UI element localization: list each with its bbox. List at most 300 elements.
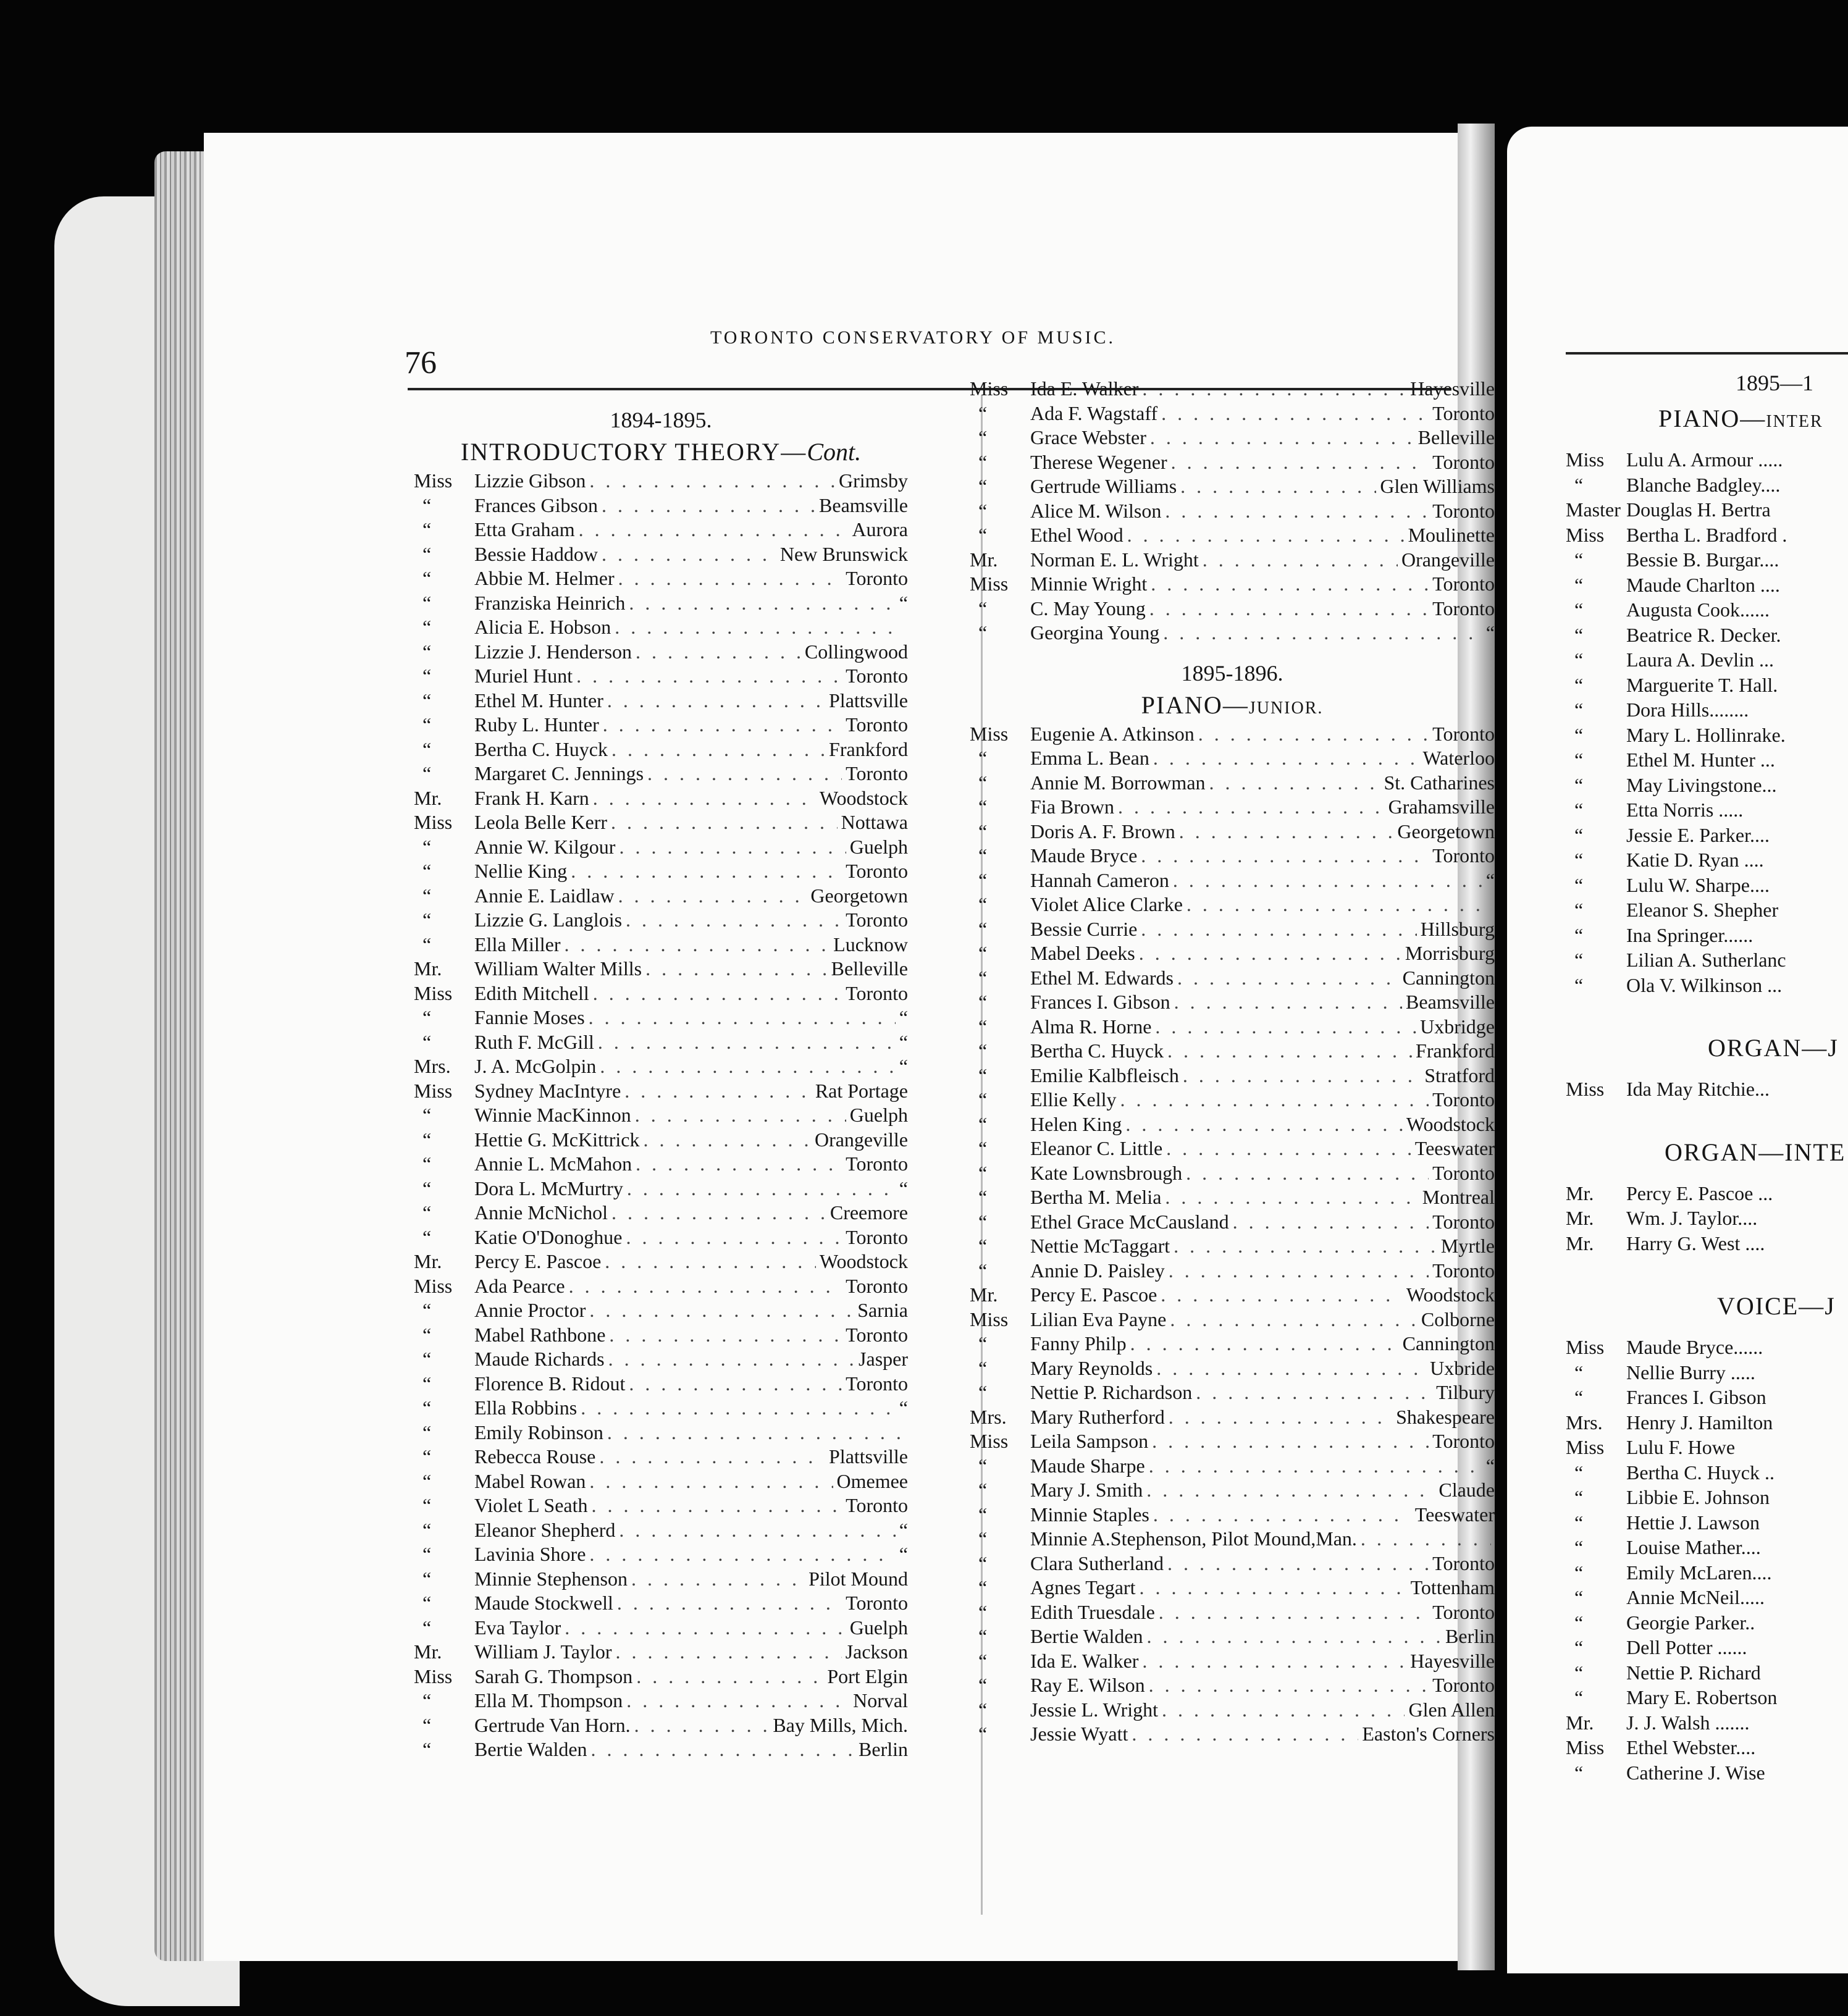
entry-name: Mary Rutherford: [1030, 1405, 1165, 1428]
entry-title: “: [1574, 1636, 1584, 1658]
entry-title: Miss: [414, 811, 453, 833]
entry-place: Port Elgin: [827, 1665, 908, 1687]
leader-dots: [631, 1567, 805, 1592]
leader-dots: [615, 615, 904, 640]
entry-list: [1566, 1182, 1848, 1257]
entry-title: “: [1574, 673, 1584, 696]
entry-title: “: [422, 1153, 432, 1175]
leader-dots: [608, 1347, 855, 1372]
entry-place: Orangeville: [814, 1128, 908, 1151]
list-item: [414, 494, 908, 518]
entry-place: Claude: [1438, 1479, 1495, 1501]
entry-place: Toronto: [1432, 1161, 1495, 1184]
entry-name: Louise Mather....: [1626, 1536, 1761, 1558]
list-item: [1566, 1535, 1848, 1561]
list-item: [970, 474, 1495, 499]
list-item: [970, 966, 1495, 991]
entry-title: Miss: [970, 1430, 1009, 1452]
entry-title: “: [978, 1137, 988, 1159]
list-item: [970, 820, 1495, 844]
entry-title: “: [978, 966, 988, 989]
list-item: [414, 933, 908, 957]
entry-title: “: [1574, 873, 1584, 896]
entry-name: Lizzie J. Henderson: [474, 640, 632, 663]
list-item: [1566, 1385, 1848, 1411]
entry-title: “: [422, 1177, 432, 1199]
leader-dots: [1155, 1015, 1416, 1040]
list-item: [970, 844, 1495, 868]
entry-name: Ethel M. Edwards: [1030, 966, 1174, 989]
entry-name: Ola V. Wilkinson ...: [1626, 973, 1783, 996]
entry-title: Miss: [970, 573, 1009, 595]
entry-name: Eleanor Shepherd: [474, 1518, 616, 1541]
list-item: [970, 597, 1495, 621]
entry-name: Annie McNichol: [474, 1201, 608, 1224]
entry-name: Sydney MacIntyre: [474, 1079, 621, 1102]
leader-dots: [636, 640, 801, 665]
entry-title: “: [422, 933, 432, 956]
list-item: [414, 518, 908, 542]
entry-place: Toronto: [1432, 1552, 1495, 1574]
list-item: [970, 1088, 1495, 1112]
list-item: [1566, 948, 1848, 973]
entry-name: Maude Richards: [474, 1348, 605, 1370]
list-item: [414, 1152, 908, 1177]
list-item: [970, 722, 1495, 747]
entry-title: “: [422, 1372, 432, 1395]
entry-name: Ada Pearce: [474, 1274, 565, 1297]
list-item: [1566, 923, 1848, 949]
leader-dots: [565, 1616, 846, 1640]
entry-title: “: [978, 991, 988, 1013]
entry-name: Doris A. F. Brown: [1030, 820, 1175, 842]
list-item: [970, 1454, 1495, 1479]
list-item: [1566, 1636, 1848, 1661]
entry-name: Katie D. Ryan ....: [1626, 849, 1764, 871]
entry-title: “: [1574, 598, 1584, 621]
entry-title: Miss: [1566, 523, 1605, 546]
entry-place: Jackson: [845, 1640, 908, 1663]
entry-place: Creemore: [830, 1201, 908, 1224]
entry-name: Ida E. Walker: [1030, 377, 1139, 400]
section-heading: VOICE—J: [1717, 1292, 1836, 1320]
leader-dots: [609, 1323, 842, 1348]
leader-dots: [1174, 990, 1402, 1015]
entry-name: Libbie E. Johnson: [1626, 1486, 1770, 1508]
section-heading: ORGAN—INTE: [1665, 1138, 1846, 1166]
entry-name: Lizzie G. Langlois: [474, 909, 623, 931]
list-item: [970, 771, 1495, 796]
entry-title: “: [978, 1210, 988, 1233]
list-item: [414, 1518, 908, 1543]
list-item: [970, 1576, 1495, 1600]
entry-name: Violet L Seath: [474, 1494, 588, 1516]
entry-name: Annie L. McMahon: [474, 1153, 632, 1175]
entry-place: Uxbride: [1430, 1356, 1495, 1379]
list-item: [414, 1054, 908, 1079]
entry-title: “: [1574, 949, 1584, 971]
entry-place: Toronto: [1432, 1259, 1495, 1282]
entry-title: “: [978, 1356, 988, 1379]
entry-title: “: [1574, 823, 1584, 846]
entry-title: “: [1574, 1761, 1584, 1784]
entry-name: Gertrude Williams: [1030, 475, 1177, 497]
list-item: [1566, 473, 1848, 498]
entry-title: “: [978, 1625, 988, 1647]
entry-place: “: [899, 1006, 908, 1028]
entry-place: Plattsville: [829, 1445, 908, 1468]
entry-name: Emma L. Bean: [1030, 747, 1149, 769]
entry-name: Ida E. Walker: [1030, 1649, 1139, 1672]
entry-name: Nellie Burry .....: [1626, 1361, 1755, 1384]
entry-place: “: [1485, 868, 1495, 891]
leader-dots: [1186, 1161, 1429, 1186]
list-item: [414, 1591, 908, 1616]
entry-title: “: [1574, 473, 1584, 496]
leader-dots: [1147, 1624, 1442, 1649]
entry-name: Etta Norris .....: [1626, 799, 1744, 821]
list-item: [970, 1332, 1495, 1356]
entry-list: [1566, 448, 1848, 998]
entry-title: “: [1574, 923, 1584, 946]
entry-name: Bessie Currie: [1030, 917, 1138, 940]
entry-title: Miss: [1566, 448, 1605, 471]
entry-place: Pilot Mound: [808, 1567, 908, 1590]
leader-dots: [607, 1421, 904, 1445]
list-item: [414, 981, 908, 1006]
list-item: [1566, 648, 1848, 673]
entry-place: “: [899, 1518, 908, 1541]
entry-title: “: [422, 1421, 432, 1443]
leader-dots: [636, 1665, 823, 1689]
leader-dots: [1174, 1234, 1437, 1259]
entry-place: “: [899, 1543, 908, 1565]
entry-name: Ethel Wood: [1030, 524, 1124, 546]
entry-title: “: [978, 1576, 988, 1598]
entry-title: “: [422, 518, 432, 540]
list-item: [414, 1347, 908, 1372]
entry-title: “: [978, 1040, 988, 1062]
leader-dots: [593, 981, 842, 1006]
list-item: [970, 892, 1495, 917]
list-item: [970, 1064, 1495, 1088]
leader-dots: [1186, 892, 1491, 917]
entry-name: J. J. Walsh .......: [1626, 1711, 1750, 1734]
list-item: [970, 523, 1495, 548]
entry-title: “: [978, 597, 988, 620]
entry-title: “: [1574, 849, 1584, 871]
leader-dots: [629, 591, 895, 616]
entry-title: “: [422, 1299, 432, 1321]
leader-dots: [1159, 1600, 1429, 1625]
list-item: [414, 786, 908, 811]
list-item: [970, 868, 1495, 893]
leader-dots: [1169, 1259, 1429, 1283]
entry-place: Toronto: [846, 1372, 908, 1395]
entry-name: Percy E. Pascoe ...: [1626, 1182, 1773, 1204]
list-item: [970, 941, 1495, 966]
list-item: [1566, 1761, 1848, 1786]
entry-place: New Brunswick: [779, 542, 908, 565]
entry-place: Orangeville: [1401, 548, 1495, 571]
leader-dots: [626, 908, 842, 933]
entry-place: Grimsby: [839, 469, 908, 492]
leader-dots: [627, 1177, 896, 1201]
list-item: [970, 1015, 1495, 1040]
list-item: [970, 499, 1495, 524]
list-item: [1566, 523, 1848, 548]
leader-dots: [1149, 1673, 1429, 1698]
list-item: [1566, 798, 1848, 823]
leader-dots: [1152, 1429, 1429, 1454]
leader-dots: [619, 835, 846, 860]
entry-place: Teeswater: [1414, 1503, 1495, 1526]
list-item: [414, 1689, 908, 1713]
entry-title: Miss: [1566, 1336, 1605, 1358]
leader-dots: [1125, 1112, 1402, 1137]
list-item: [414, 664, 908, 689]
entry-name: Marguerite T. Hall.: [1626, 673, 1778, 696]
entry-title: “: [422, 567, 432, 589]
entry-title: Miss: [414, 1079, 453, 1102]
list-item: [1566, 1232, 1848, 1257]
section-heading: ORGAN—J: [1708, 1034, 1839, 1062]
list-item: [414, 1713, 908, 1738]
entry-title: “: [978, 1503, 988, 1526]
leader-dots: [611, 737, 825, 762]
entry-title: “: [422, 835, 432, 858]
leader-dots: [598, 1030, 896, 1055]
entry-title: “: [978, 844, 988, 867]
leader-dots: [581, 1396, 896, 1421]
list-item: [414, 1128, 908, 1153]
entry-title: “: [1574, 749, 1584, 771]
entry-place: Belleville: [1418, 426, 1495, 448]
entry-name: Muriel Hunt: [474, 665, 573, 687]
entry-name: Lulu F. Howe: [1626, 1436, 1736, 1458]
entry-place: Grahamsville: [1388, 796, 1495, 818]
entry-place: Collingwood: [804, 640, 908, 663]
entry-title: “: [978, 868, 988, 891]
entry-name: Emilie Kalbfleisch: [1030, 1064, 1179, 1086]
entry-place: Glen Williams: [1380, 475, 1495, 497]
entry-place: Sarnia: [857, 1299, 908, 1321]
entry-name: Frances I. Gibson: [1626, 1386, 1766, 1408]
list-item: [414, 1469, 908, 1494]
list-item: [970, 1624, 1495, 1649]
entry-name: Annie D. Paisley: [1030, 1259, 1165, 1282]
entry-name: Nettie P. Richardson: [1030, 1381, 1193, 1403]
entry-title: “: [978, 450, 988, 473]
entry-place: Rat Portage: [815, 1079, 908, 1102]
entry-name: Gertrude Van Horn.: [474, 1713, 631, 1736]
list-item: [970, 1478, 1495, 1503]
entry-name: Bertie Walden: [474, 1738, 587, 1760]
leader-dots: [589, 1006, 896, 1030]
leader-dots: [589, 1542, 895, 1567]
list-item: [1566, 1686, 1848, 1711]
entry-name: Bertha C. Huyck: [474, 737, 608, 760]
leader-dots: [1142, 1649, 1406, 1674]
entry-title: “: [1574, 1386, 1584, 1408]
list-item: [414, 1323, 908, 1348]
leader-dots: [611, 1201, 826, 1225]
entry-place: Toronto: [846, 1592, 908, 1614]
entry-name: Nettie P. Richard: [1626, 1661, 1761, 1684]
entry-name: Ethel M. Hunter: [474, 689, 603, 712]
entry-place: St. Catharines: [1384, 771, 1495, 794]
entry-name: Nellie King: [474, 860, 568, 882]
leader-dots: [589, 1469, 833, 1494]
entry-title: “: [978, 499, 988, 522]
entry-name: Percy E. Pascoe: [474, 1250, 602, 1272]
entry-title: Mr.: [414, 957, 442, 980]
leader-dots: [1153, 1503, 1411, 1527]
entry-list: [414, 469, 908, 1762]
entry-title: Miss: [970, 377, 1009, 400]
entry-name: Bertha C. Huyck: [1030, 1040, 1164, 1062]
entry-name: Ella Miller: [474, 933, 561, 956]
leader-dots: [1203, 548, 1398, 573]
running-head: TORONTO CONSERVATORY OF MUSIC.: [710, 327, 1116, 348]
entry-place: Toronto: [1432, 1600, 1495, 1623]
entry-name: Jessie Wyatt: [1030, 1723, 1128, 1745]
entry-list: [1566, 1335, 1848, 1786]
entry-place: Aurora: [852, 518, 908, 540]
list-item: [1566, 973, 1848, 999]
entry-title: “: [1574, 899, 1584, 921]
entry-title: “: [978, 426, 988, 448]
entry-name: Etta Graham: [474, 518, 575, 540]
entry-title: “: [1574, 548, 1584, 571]
leader-dots: [1150, 426, 1414, 450]
entry-place: Montreal: [1422, 1186, 1495, 1208]
entry-title: “: [978, 1015, 988, 1038]
entry-place: Guelph: [849, 835, 908, 858]
entry-name: Maude Charlton ....: [1626, 573, 1780, 596]
entry-place: Toronto: [1432, 1674, 1495, 1696]
entry-title: “: [978, 747, 988, 769]
leader-dots: [635, 1103, 846, 1128]
entry-title: “: [422, 1128, 432, 1151]
entry-place: “: [899, 1055, 908, 1077]
entry-title: “: [422, 494, 432, 516]
list-item: [1566, 698, 1848, 723]
list-item: [414, 640, 908, 665]
entry-title: Miss: [414, 1274, 453, 1297]
entry-place: Toronto: [846, 1225, 908, 1248]
entry-name: Ruth F. McGill: [474, 1030, 594, 1053]
entry-name: Georgina Young: [1030, 621, 1160, 644]
entry-place: Colborne: [1421, 1308, 1495, 1330]
entry-title: “: [1574, 623, 1584, 646]
entry-title: Miss: [970, 722, 1009, 745]
entry-name: Percy E. Pascoe: [1030, 1283, 1157, 1306]
entry-name: Lilian A. Sutherlanc: [1626, 949, 1786, 971]
entry-name: Minnie Stephenson: [474, 1567, 628, 1590]
leader-dots: [579, 518, 849, 542]
list-item: [1566, 1485, 1848, 1511]
leader-dots: [1165, 1185, 1418, 1210]
entry-title: “: [422, 640, 432, 663]
entry-list: [970, 722, 1495, 1747]
leader-dots: [1149, 597, 1429, 621]
entry-place: Toronto: [1432, 844, 1495, 867]
list-item: [970, 1259, 1495, 1283]
entry-title: Mr.: [414, 786, 442, 809]
list-item: [1566, 1611, 1848, 1636]
entry-title: “: [978, 820, 988, 842]
entry-title: Mr.: [414, 1250, 442, 1272]
entry-place: Woodstock: [819, 786, 908, 809]
entry-title: “: [978, 942, 988, 964]
list-item: [414, 1737, 908, 1762]
entry-title: “: [422, 1006, 432, 1028]
list-item: [414, 1396, 908, 1421]
entry-name: Mabel Deeks: [1030, 942, 1135, 964]
list-item: [414, 542, 908, 567]
list-item: [414, 566, 908, 591]
list-item: [970, 1405, 1495, 1430]
entry-title: Miss: [1566, 1736, 1605, 1758]
leader-dots: [1171, 450, 1429, 475]
leader-dots: [565, 933, 830, 957]
list-item: [970, 621, 1495, 645]
leader-dots: [1161, 1283, 1403, 1308]
leader-dots: [1139, 1576, 1406, 1600]
entry-title: Mr.: [1566, 1182, 1594, 1204]
entry-title: Mr.: [1566, 1711, 1594, 1734]
list-item: [1566, 598, 1848, 623]
list-item: [1566, 1661, 1848, 1686]
entry-title: “: [422, 737, 432, 760]
list-item: [1566, 873, 1848, 899]
leader-dots: [576, 664, 842, 689]
leader-dots: [1132, 1722, 1358, 1747]
list-item: [414, 762, 908, 786]
leader-dots: [599, 1445, 825, 1469]
entry-title: “: [1574, 1661, 1584, 1684]
entry-title: “: [978, 771, 988, 794]
entry-place: Hayesville: [1410, 1649, 1495, 1672]
list-item: [970, 1185, 1495, 1210]
entry-name: Bertha C. Huyck ..: [1626, 1461, 1774, 1484]
leader-dots: [1165, 499, 1429, 524]
list-item: [414, 835, 908, 860]
entry-name: Annie M. Borrowman: [1030, 771, 1206, 794]
entry-name: Minnie Staples: [1030, 1503, 1149, 1526]
entry-name: Therese Wegener: [1030, 450, 1167, 473]
section-heading: PIANO—INTER: [1658, 405, 1823, 432]
list-item: [970, 1283, 1495, 1308]
entry-name: Eugenie A. Atkinson: [1030, 722, 1195, 745]
entry-place: Nottawa: [841, 811, 908, 833]
entry-place: Toronto: [846, 860, 908, 882]
entry-title: “: [978, 1527, 988, 1550]
entry-place: Myrtle: [1440, 1235, 1495, 1257]
entry-place: Toronto: [1432, 1088, 1495, 1111]
entry-name: Annie Proctor: [474, 1299, 586, 1321]
entry-name: Emily Robinson: [474, 1421, 603, 1443]
entry-name: Maude Sharpe: [1030, 1454, 1145, 1477]
leader-dots: [624, 1079, 812, 1104]
entry-place: Shakespeare: [1396, 1405, 1495, 1428]
entry-place: Toronto: [846, 981, 908, 1004]
entry-place: Toronto: [1432, 1430, 1495, 1452]
entry-name: Norman E. L. Wright: [1030, 548, 1199, 571]
entry-place: Lucknow: [833, 933, 908, 956]
entry-title: Mrs.: [970, 1405, 1007, 1428]
